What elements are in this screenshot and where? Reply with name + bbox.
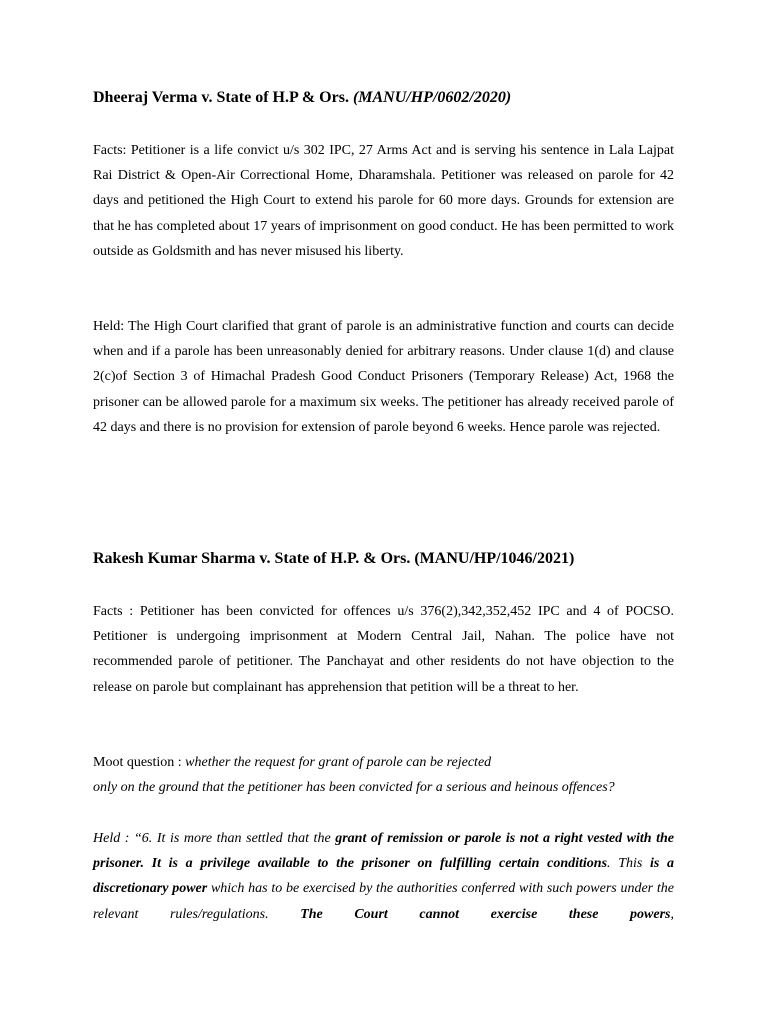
case2-moot-question [93, 750, 674, 800]
held-text-4: , [670, 906, 674, 922]
moot-label: Moot question : [93, 755, 186, 770]
moot-question-line1: whether the request for grant of parole can be rejected [185, 755, 492, 770]
held-bold-1: grant of remission or parole is not a right vested with the prisoner. It is a privilege available to the prisoner on fulfilling certain conditions [93, 831, 674, 872]
held-bold-3: The Court cannot exercise these powers [300, 906, 671, 922]
held-text-1: Held : “6. It is more than settled that the [93, 831, 336, 846]
held-text-2: . This [607, 856, 650, 872]
case1-held: Held: The High Court clarified that grant of parole is an administrative function and courts can decide when and if a parole has been unreasonably denied for arbitrary reasons. Under clause 1(d) and clause 2(c)of Section 3 of Himachal Pradesh Good Conduct Prisoners (Temporary Release) Act, 1968 the prisoner can be allowed parole for a maximum six weeks. The petitioner has already received parole of 42 days and there is no provision for extension of parole beyond 6 weeks. Hence parole was rejected. [93, 319, 674, 435]
case1-citation: (MANU/HP/0602/2020) [352, 89, 512, 106]
moot-question-line2: only on the ground that the petitioner has been convicted for a serious and heinous offences? [93, 780, 615, 796]
held-bold-2: is a discretionary power [93, 856, 675, 897]
case2-facts: Facts : Petitioner has been convicted for offences u/s 376(2),342,352,452 IPC and 4 of POCSO. Petitioner is undergoing imprisonment at Modern Central Jail, Nahan. The police have not recommended parole of petitioner. The Panchayat and other residents do not have objection to the release on parole but complainant has apprehension that petition will be a threat to her. [93, 604, 674, 695]
case1-facts: Facts: Petitioner is a life convict u/s 302 IPC, 27 Arms Act and is serving his sentence in Lala Lajpat Rai District & Open-Air Correctional Home, Dharamshala. Petitioner was released on parole for 42 days and petitioned the High Court to extend his parole for 60 more days. Grounds for extension are that he has completed about 17 years of imprisonment on good conduct. He has been permitted to work outside as Goldsmith and has never misused his liberty. [93, 143, 674, 259]
case1-title [93, 88, 511, 108]
case1-title-text: Dheeraj Verma v. State of H.P & Ors. [93, 89, 353, 106]
case2-title: Rakesh Kumar Sharma v. State of H.P. & Ors. (MANU/HP/1046/2021) [93, 550, 575, 567]
held-text-3: which has to be exercised by the authorities conferred with such powers under the relevant rules/regulations. [93, 881, 674, 922]
case2-held [93, 826, 674, 927]
